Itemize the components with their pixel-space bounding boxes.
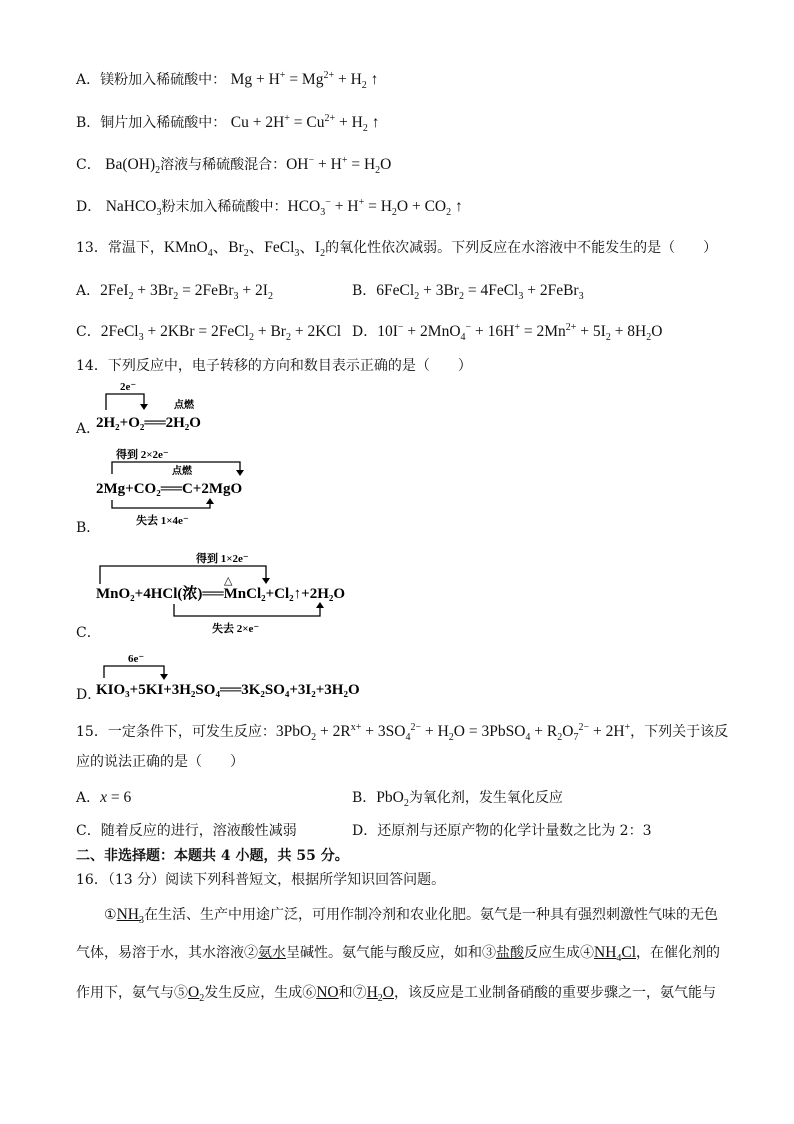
q12-option-a <box>76 70 378 90</box>
option-text: 粉末加入稀硫酸中： <box>161 199 288 215</box>
q15-stem-line1 <box>76 722 728 742</box>
q16-paragraph-line3 <box>76 983 716 1003</box>
equation: x = 6 <box>100 789 132 806</box>
option-label: C． <box>76 625 101 641</box>
electron-count: 2e⁻ <box>120 381 137 393</box>
arrow-head <box>262 578 270 584</box>
reaction-condition: 点燃 <box>172 466 192 477</box>
formula: PbO$_2$ <box>376 789 409 810</box>
option-label: B． <box>76 520 101 536</box>
q16-paragraph-line2 <box>76 943 720 963</box>
formula-h2o: $H_2O$ <box>366 984 394 1005</box>
lose-arrow <box>112 500 210 508</box>
underlined-term: NO <box>316 984 339 1001</box>
q14-option-c <box>76 548 406 641</box>
electron-transfer-diagram-a <box>76 378 256 438</box>
option-label: B． <box>352 283 377 299</box>
option-label: A． <box>76 72 101 88</box>
q13-option-c <box>76 322 341 342</box>
option-text: 溶液与稀硫酸混合： <box>160 157 287 173</box>
circled-number: ① <box>104 907 117 923</box>
paragraph-text: 反应生成④ <box>524 945 594 961</box>
underlined-term: 氨水 <box>258 945 286 961</box>
equation: $3PbO_2 + 2R^{x+} + 3SO_4^{2-} + H_2O$ = 3PbSO$_4$ + $R_2O_7^{2-} + 2H^+$ <box>275 721 631 744</box>
option-label: B． <box>352 790 377 806</box>
option-label: A． <box>76 283 101 299</box>
option-label: A． <box>76 790 101 806</box>
q13-option-d <box>352 322 662 342</box>
option-label: B． <box>76 115 101 131</box>
stem-text: 的氧化性依次减弱。下列反应在水溶液中不能发生的是（ ） <box>325 240 718 256</box>
paragraph-text: 和⑦ <box>338 985 367 1001</box>
q13-stem <box>76 238 717 258</box>
equation: 6FeCl$_2$ + $3Br_2$ = 4FeCl$_3$ + 2FeBr$_3$ <box>376 282 584 303</box>
stem-text: 13．常温下， <box>76 240 164 256</box>
equation: 2FeCl$_3$ + 2KBr = 2FeCl$_2$ + $Br_2 + 2KCl$ <box>100 323 342 344</box>
q16-stem: 16．（13 分）阅读下列科普短文，根据所学知识回答问题。 <box>76 872 446 888</box>
option-text: 还原剂与还原产物的化学计量数之比为 2：3 <box>377 823 652 839</box>
stem-text: ，下列关于该反 <box>630 724 729 740</box>
equation: $10I^- + 2MnO_4^- + 16H^+ = 2Mn^{2+} + 5I_2 + 8H_2O$ <box>377 321 663 344</box>
formula-nh3: $NH_3$ <box>116 906 144 927</box>
option-label: D． <box>76 199 102 215</box>
section-heading: 二、非选择题：本题共 4 小题，共 55 分。 <box>76 848 349 864</box>
bridge-arrow <box>104 666 164 678</box>
arrow-head <box>140 404 148 410</box>
q13-option-b <box>352 281 584 301</box>
equation: $Mg + H^+ = Mg^{2+} + H_2$ ↑ <box>230 69 379 92</box>
reaction-condition: 点燃 <box>174 400 194 411</box>
formula-nh4cl: $NH_4Cl$ <box>594 944 637 965</box>
q15-option-c <box>76 821 297 841</box>
stem-text: 15．一定条件下，可发生反应： <box>76 724 276 740</box>
formula: NaHCO$_3$ <box>105 198 162 219</box>
option-text: 随着反应的进行，溶液酸性减弱 <box>100 823 297 839</box>
electron-gain: 得到 1×2e⁻ <box>196 553 249 565</box>
paragraph-text: 在生活、生产中用途广泛，可用作制冷剂和农业化肥。氨气是一种具有强烈刺激性气味的无色 <box>143 907 718 923</box>
q14-option-a <box>76 378 256 438</box>
option-label: A． <box>76 421 101 437</box>
option-label: C． <box>76 823 101 839</box>
paragraph-text: 发生反应，生成⑥ <box>204 985 317 1001</box>
q14-option-d <box>76 648 406 702</box>
q12-option-c <box>76 155 391 175</box>
electron-gain: 得到 2×2e⁻ <box>116 449 169 461</box>
option-label: D． <box>76 687 102 703</box>
paragraph-text: 气体，易溶于水，其水溶液② <box>76 945 258 961</box>
option-label: C． <box>76 157 101 173</box>
q13-option-a <box>76 281 273 301</box>
underlined-term: 盐酸 <box>496 945 524 961</box>
arrow-head <box>236 470 244 476</box>
paragraph-text: 作用下，氨气与⑤ <box>76 985 188 1001</box>
q12-option-b <box>76 113 379 133</box>
bridge-arrow <box>106 394 144 410</box>
equation: 2Mg+CO₂══C+2MgO <box>96 481 243 497</box>
equation: MnO₂+4HCl(浓)══MnCl₂+Cl₂↑+2H₂O <box>96 586 346 602</box>
arrow-head <box>206 498 214 504</box>
reaction-condition: △ <box>224 575 233 587</box>
equation: $Cu + 2H^+ = Cu^{2+} + H_2$ ↑ <box>230 112 380 135</box>
gain-arrow <box>100 566 266 584</box>
electron-transfer-diagram-c <box>76 548 406 638</box>
formula-o2: $O_2$ <box>188 984 205 1005</box>
electron-count: 6e⁻ <box>128 653 145 665</box>
q14-stem: 14．下列反应中，电子转移的方向和数目表示正确的是（ ） <box>76 358 472 374</box>
arrow-head <box>316 602 324 608</box>
paragraph-text: 呈碱性。氨气能与酸反应，如和③ <box>286 945 496 961</box>
equation: $2FeI_2 + 3Br_2$ = 2FeBr$_3$ + $2I_2$ <box>100 282 273 303</box>
q14-option-b <box>76 444 296 534</box>
electron-loss: 失去 2×e⁻ <box>212 623 260 635</box>
electron-loss: 失去 1×4e⁻ <box>136 515 189 527</box>
equation: 2H₂+O₂══2H₂O <box>96 415 201 431</box>
equation: $OH^- + H^+ = H_2O$ <box>286 154 392 177</box>
q15-option-d <box>352 821 652 841</box>
electron-transfer-diagram-d <box>76 648 406 702</box>
option-text: 铜片加入稀硫酸中： <box>100 115 227 131</box>
equation: $HCO_3^- + H^+ = H_2O + CO_2$ ↑ <box>287 196 463 219</box>
lose-arrow <box>174 604 320 616</box>
option-label: D． <box>352 823 378 839</box>
option-label: D． <box>352 324 378 340</box>
paragraph-text: ，该反应是工业制备硝酸的重要步骤之一，氨气能与 <box>394 985 716 1001</box>
formula: $Ba(OH)_2$ <box>105 156 161 177</box>
q15-option-a <box>76 788 131 808</box>
q15-option-b <box>352 788 563 808</box>
option-text: 镁粉加入稀硫酸中： <box>100 72 227 88</box>
q12-option-d <box>76 197 463 217</box>
equation: KIO₃+5KI+3H₂SO₄══3K₂SO₄+3I₂+3H₂O <box>96 682 360 698</box>
option-text: 为氧化剂，发生氧化反应 <box>408 790 563 806</box>
formula-list: KMnO$_4$、$Br_2$、FeCl$_3$、$I_2$ <box>163 239 326 260</box>
paragraph-text: ，在催化剂的 <box>636 945 721 961</box>
option-label: C． <box>76 324 101 340</box>
q16-paragraph-line1 <box>104 905 718 925</box>
q15-stem-line2: 应的说法正确的是（ ） <box>76 754 244 770</box>
electron-transfer-diagram-b <box>76 444 296 534</box>
arrow-head <box>160 674 168 680</box>
